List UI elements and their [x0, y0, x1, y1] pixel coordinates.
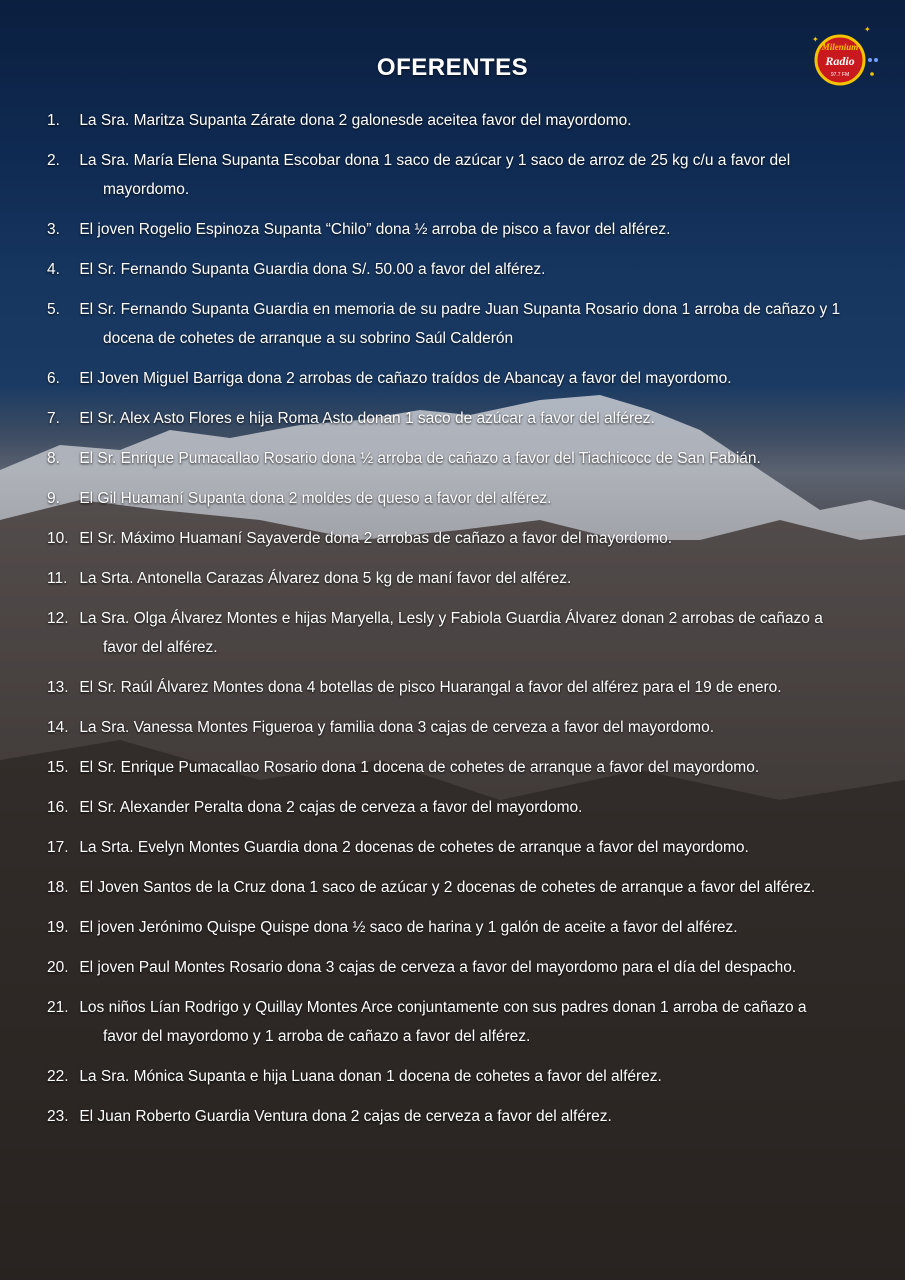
list-item — [75, 524, 845, 553]
list-item — [75, 873, 845, 902]
logo-text-1: Milenium — [821, 42, 859, 52]
star-icon: ✦ — [864, 25, 871, 34]
item-text: El Joven Miguel Barriga dona 2 arrobas de cañazo traídos de Abancay a favor del mayordomo. — [79, 370, 732, 387]
item-text: El Sr. Fernando Supanta Guardia dona S/. 50.00 a favor del alférez. — [79, 261, 546, 278]
list-item — [75, 673, 845, 702]
list-item — [75, 953, 845, 982]
list-item — [75, 713, 845, 742]
item-text: El Sr. Enrique Pumacallao Rosario dona 1 docena de cohetes de arranque a favor del mayordomo. — [79, 759, 760, 776]
list-item — [75, 604, 845, 662]
list-item — [75, 833, 845, 862]
header — [0, 54, 905, 82]
item-text: El Sr. Alex Asto Flores e hija Roma Asto donan 1 saco de azúcar a favor del alférez. — [79, 410, 655, 427]
item-text: La Sra. Vanessa Montes Figueroa y familia dona 3 cajas de cerveza a favor del mayordomo. — [79, 719, 714, 736]
list-item — [75, 1062, 845, 1091]
item-text: El joven Rogelio Espinoza Supanta “Chilo” dona ½ arroba de pisco a favor del alférez. — [79, 221, 671, 238]
list-item: 7. El Sr. Alex Asto Flores e hija Roma Asto donan 1 saco de azúcar a favor del alférez. — [47, 410, 655, 427]
list-item — [75, 753, 845, 782]
item-text: El Sr. Raúl Álvarez Montes dona 4 botellas de pisco Huarangal a favor del alférez para el 19 de enero. — [79, 679, 782, 696]
page-title: OFERENTES — [376, 54, 529, 81]
item-text: El Sr. Fernando Supanta Guardia en memoria de su padre Juan Supanta Rosario dona 1 arroba de cañazo y 1 docena de cohetes de arranque a su sobrino Saúl Calderón — [79, 301, 841, 347]
item-text: El Sr. Máximo Huamaní Sayaverde dona 2 arrobas de cañazo a favor del mayordomo. — [79, 530, 673, 547]
logo-text-2: Radio — [825, 54, 855, 68]
donor-list — [47, 106, 845, 1142]
list-item: 6. El Joven Miguel Barriga dona 2 arrobas de cañazo traídos de Abancay a favor del mayordomo. — [47, 370, 732, 387]
item-text: El Gil Huamaní Supanta dona 2 moldes de queso a favor del alférez. — [79, 490, 552, 507]
item-text: El Sr. Alexander Peralta dona 2 cajas de cerveza a favor del mayordomo. — [79, 799, 583, 816]
item-text: El Joven Santos de la Cruz dona 1 saco de azúcar y 2 docenas de cohetes de arranque a favor del alférez. — [79, 879, 816, 896]
list-item — [75, 1102, 845, 1131]
logo-text-3: 97.7 FM — [830, 72, 850, 78]
item-text: El joven Jerónimo Quispe Quispe dona ½ saco de harina y 1 galón de aceite a favor del alférez. — [79, 919, 738, 936]
item-text: El Juan Roberto Guardia Ventura dona 2 cajas de cerveza a favor del alférez. — [79, 1108, 612, 1125]
list-item: 5. El Sr. Fernando Supanta Guardia en memoria de su padre Juan Supanta Rosario dona 1 arroba de cañazo y 1 docena de cohetes de arranque a su sobrino Saúl Calderón — [47, 301, 841, 347]
list-item — [75, 793, 845, 822]
item-text: El joven Paul Montes Rosario dona 3 cajas de cerveza a favor del mayordomo para el día del despacho. — [79, 959, 797, 976]
item-text: La Srta. Evelyn Montes Guardia dona 2 docenas de cohetes de arranque a favor del mayordomo. — [79, 839, 749, 856]
item-text: El Sr. Enrique Pumacallao Rosario dona ½ arroba de cañazo a favor del Tiachicocc de San Fabián. — [79, 450, 761, 467]
item-text: La Sra. Mónica Supanta e hija Luana donan 1 docena de cohetes a favor del alférez. — [79, 1068, 662, 1085]
item-text: Los niños Lían Rodrigo y Quillay Montes Arce conjuntamente con sus padres donan 1 arroba de cañazo a favor del mayordomo y 1 arroba de cañazo a favor del alférez. — [79, 999, 807, 1045]
list-item: 4. El Sr. Fernando Supanta Guardia dona S/. 50.00 a favor del alférez. — [47, 261, 546, 278]
list-item: 2. La Sra. María Elena Supanta Escobar dona 1 saco de azúcar y 1 saco de arroz de 25 kg c/u a favor del mayordomo. — [47, 152, 791, 198]
item-text: La Srta. Antonella Carazas Álvarez dona 5 kg de maní favor del alférez. — [79, 570, 572, 587]
list-item — [75, 484, 845, 513]
item-text: La Sra. Maritza Supanta Zárate dona 2 galonesde aceitea favor del mayordomo. — [79, 112, 632, 129]
item-text: La Sra. Olga Álvarez Montes e hijas Maryella, Lesly y Fabiola Guardia Álvarez donan 2 arrobas de cañazo a favor del alférez. — [79, 610, 823, 656]
list-item — [75, 993, 845, 1051]
list-item: 1. La Sra. Maritza Supanta Zárate dona 2 galonesde aceitea favor del mayordomo. — [47, 112, 632, 129]
list-item — [75, 564, 845, 593]
star-icon: ✦ — [812, 35, 819, 44]
list-item — [75, 444, 845, 473]
item-text: La Sra. María Elena Supanta Escobar dona 1 saco de azúcar y 1 saco de arroz de 25 kg c/u a favor del mayordomo. — [79, 152, 791, 198]
list-item — [75, 913, 845, 942]
list-item: 3. El joven Rogelio Espinoza Supanta “Chilo” dona ½ arroba de pisco a favor del alférez. — [47, 221, 671, 238]
